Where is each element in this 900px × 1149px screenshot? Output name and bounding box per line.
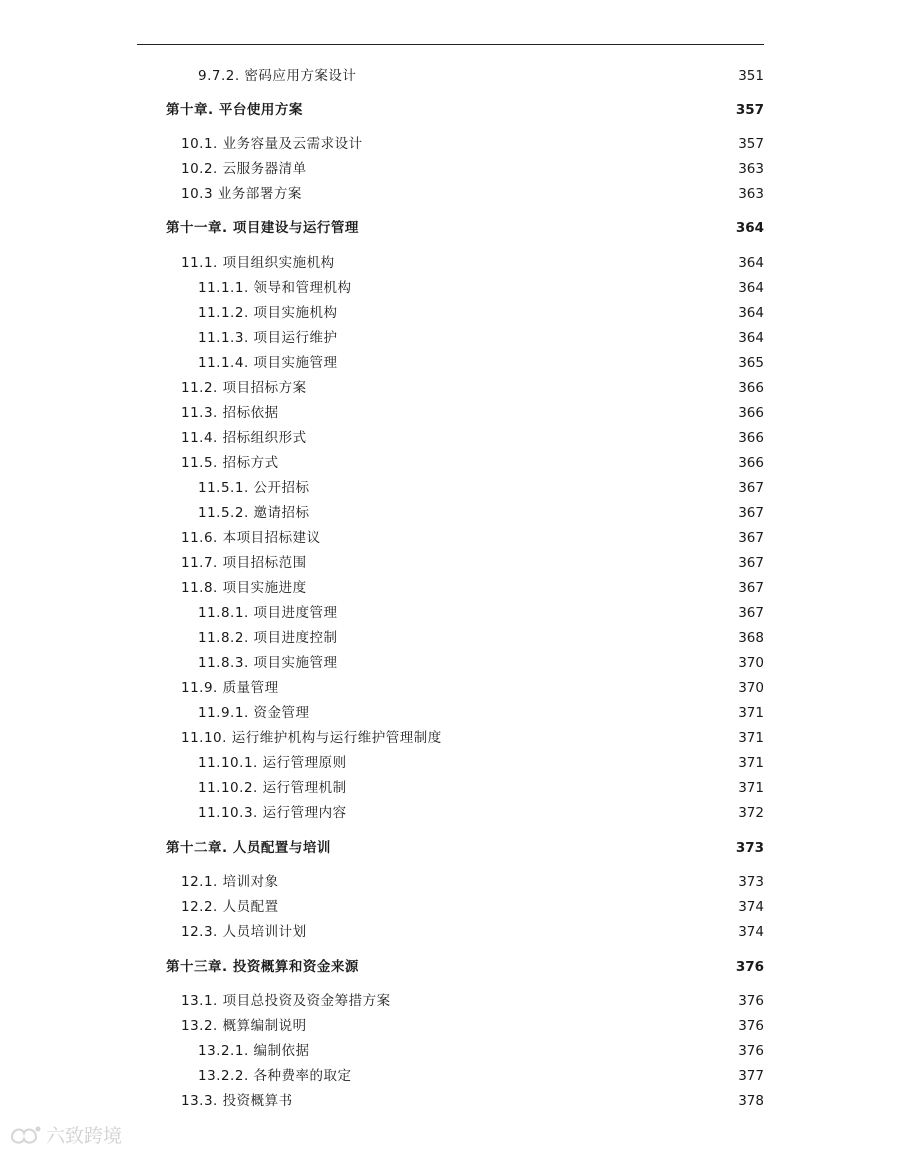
- toc-leader-dots: [450, 728, 732, 748]
- toc-entry-title: 第十三章. 投资概算和资金来源: [166, 959, 359, 975]
- toc-entry[interactable]: [198, 478, 764, 498]
- toc-leader-dots: [287, 897, 733, 917]
- toc-leader-dots: [346, 628, 733, 648]
- toc-entry-page-number: 373: [738, 874, 764, 890]
- toc-entry-page-number: 376: [738, 1018, 764, 1034]
- toc-chapter-entry[interactable]: [166, 218, 764, 238]
- toc-entry-page-number: 371: [738, 705, 764, 721]
- toc-entry[interactable]: [198, 1041, 764, 1061]
- toc-entry-title: 11.8. 项目实施进度: [181, 580, 307, 596]
- toc-entry[interactable]: [181, 728, 764, 748]
- toc-entry[interactable]: [198, 703, 764, 723]
- toc-entry-page-number: 364: [738, 280, 764, 296]
- toc-entry-title: 10.2. 云服务器清单: [181, 161, 307, 177]
- toc-entry[interactable]: [181, 453, 764, 473]
- toc-leader-dots: [346, 603, 733, 623]
- toc-entry-title: 13.1. 项目总投资及资金筹措方案: [181, 993, 391, 1009]
- toc-entry-page-number: 364: [738, 330, 764, 346]
- toc-entry-title: 11.1.2. 项目实施机构: [198, 305, 338, 321]
- toc-entry[interactable]: [181, 553, 764, 573]
- toc-entry[interactable]: [198, 803, 764, 823]
- toc-leader-dots: [346, 353, 733, 373]
- toc-entry-page-number: 370: [738, 655, 764, 671]
- toc-entry-page-number: 368: [738, 630, 764, 646]
- toc-entry-page-number: 376: [738, 993, 764, 1009]
- toc-leader-dots: [315, 428, 733, 448]
- toc-leader-dots: [343, 253, 733, 273]
- watermark: [8, 1121, 122, 1148]
- toc-entry-page-number: 357: [738, 136, 764, 152]
- toc-entry-title: 11.7. 项目招标范围: [181, 555, 307, 571]
- toc-entry-page-number: 371: [738, 780, 764, 796]
- toc-entry[interactable]: [181, 897, 764, 917]
- toc-leader-dots: [311, 100, 730, 120]
- toc-entry-title: 11.4. 招标组织形式: [181, 430, 307, 446]
- toc-entry-page-number: 364: [738, 305, 764, 321]
- toc-leader-dots: [339, 838, 730, 858]
- toc-entry-title: 11.8.2. 项目进度控制: [198, 630, 338, 646]
- toc-entry-title: 13.3. 投资概算书: [181, 1093, 293, 1109]
- toc-entry[interactable]: [198, 753, 764, 773]
- toc-entry-title: 12.3. 人员培训计划: [181, 924, 307, 940]
- toc-entry-page-number: 366: [738, 405, 764, 421]
- toc-leader-dots: [360, 278, 733, 298]
- toc-entry[interactable]: [198, 603, 764, 623]
- toc-entry[interactable]: [198, 503, 764, 523]
- toc-entry[interactable]: [181, 991, 764, 1011]
- toc-chapter-entry[interactable]: [166, 838, 764, 858]
- toc-entry-title: 12.2. 人员配置: [181, 899, 279, 915]
- toc-entry[interactable]: [198, 303, 764, 323]
- toc-entry-title: 11.9. 质量管理: [181, 680, 279, 696]
- toc-entry-title: 11.1.1. 领导和管理机构: [198, 280, 352, 296]
- toc-entry-title: 11.2. 项目招标方案: [181, 380, 307, 396]
- watermark-text: 六致跨境: [46, 1125, 123, 1147]
- toc-leader-dots: [346, 653, 733, 673]
- toc-leader-dots: [355, 778, 733, 798]
- toc-leader-dots: [364, 66, 732, 86]
- toc-leader-dots: [301, 1091, 733, 1111]
- toc-leader-dots: [315, 159, 733, 179]
- toc-entry-page-number: 378: [738, 1093, 764, 1109]
- toc-entry-title: 11.1. 项目组织实施机构: [181, 255, 335, 271]
- toc-leader-dots: [346, 328, 733, 348]
- toc-entry-page-number: 367: [738, 530, 764, 546]
- toc-entry-page-number: 374: [738, 924, 764, 940]
- toc-entry-page-number: 376: [738, 1043, 764, 1059]
- toc-leader-dots: [318, 703, 733, 723]
- toc-entry-title: 13.2.1. 编制依据: [198, 1043, 310, 1059]
- toc-leader-dots: [315, 922, 733, 942]
- toc-entry[interactable]: [181, 403, 764, 423]
- toc-entry-title: 10.3 业务部署方案: [181, 186, 302, 202]
- toc-leader-dots: [287, 678, 733, 698]
- toc-entry[interactable]: [181, 528, 764, 548]
- toc-entry-title: 11.8.3. 项目实施管理: [198, 655, 338, 671]
- toc-entry-title: 第十一章. 项目建设与运行管理: [166, 220, 359, 236]
- toc-entry-title: 11.5. 招标方式: [181, 455, 279, 471]
- toc-entry[interactable]: [181, 1091, 764, 1111]
- toc-leader-dots: [318, 1041, 733, 1061]
- toc-entry-title: 11.10.3. 运行管理内容: [198, 805, 347, 821]
- toc-leader-dots: [318, 503, 733, 523]
- toc-entry[interactable]: [181, 253, 764, 273]
- toc-leader-dots: [346, 303, 733, 323]
- toc-entry-title: 11.1.3. 项目运行维护: [198, 330, 338, 346]
- toc-entry-title: 11.10. 运行维护机构与运行维护管理制度: [181, 730, 442, 746]
- toc-chapter-entry[interactable]: [166, 100, 764, 120]
- toc-entry[interactable]: [181, 922, 764, 942]
- toc-entry[interactable]: [198, 66, 764, 86]
- toc-entry-title: 12.1. 培训对象: [181, 874, 279, 890]
- toc-chapter-entry[interactable]: [166, 957, 764, 977]
- toc-entry[interactable]: [181, 872, 764, 892]
- toc-entry-page-number: 366: [738, 455, 764, 471]
- toc-leader-dots: [315, 378, 733, 398]
- toc-entry-page-number: 370: [738, 680, 764, 696]
- toc-entry-page-number: 363: [738, 186, 764, 202]
- toc-entry-title: 11.3. 招标依据: [181, 405, 279, 421]
- toc-entry[interactable]: [181, 134, 764, 154]
- toc-leader-dots: [367, 957, 730, 977]
- toc-entry-page-number: 363: [738, 161, 764, 177]
- toc-entry[interactable]: [198, 353, 764, 373]
- toc-entry[interactable]: [181, 378, 764, 398]
- header-rule: [137, 44, 764, 45]
- toc-leader-dots: [315, 1016, 733, 1036]
- toc-entry-page-number: 367: [738, 505, 764, 521]
- toc-entry-title: 11.5.1. 公开招标: [198, 480, 310, 496]
- toc-entry[interactable]: [181, 578, 764, 598]
- toc-entry-title: 13.2. 概算编制说明: [181, 1018, 307, 1034]
- toc-entry-page-number: 367: [738, 605, 764, 621]
- toc-entry-title: 9.7.2. 密码应用方案设计: [198, 68, 357, 84]
- toc-entry[interactable]: [198, 653, 764, 673]
- toc-leader-dots: [371, 134, 733, 154]
- toc-entry[interactable]: [198, 778, 764, 798]
- toc-entry-page-number: 374: [738, 899, 764, 915]
- toc-leader-dots: [287, 403, 733, 423]
- toc-entry-page-number: 351: [738, 68, 764, 84]
- toc-leader-dots: [355, 753, 733, 773]
- toc-leader-dots: [315, 578, 733, 598]
- toc-leader-dots: [360, 1066, 733, 1086]
- toc-entry[interactable]: [198, 1066, 764, 1086]
- toc-entry[interactable]: [198, 278, 764, 298]
- toc-entry-page-number: 357: [735, 102, 764, 118]
- toc-leader-dots: [318, 478, 733, 498]
- toc-leader-dots: [287, 872, 733, 892]
- toc-leader-dots: [367, 218, 730, 238]
- toc-entry-title: 11.10.1. 运行管理原则: [198, 755, 347, 771]
- toc-entry[interactable]: [181, 428, 764, 448]
- toc-entry-title: 11.10.2. 运行管理机制: [198, 780, 347, 796]
- toc-leader-dots: [315, 553, 733, 573]
- toc-entry[interactable]: [181, 678, 764, 698]
- toc-entry-page-number: 364: [738, 255, 764, 271]
- toc-entry-page-number: 377: [738, 1068, 764, 1084]
- toc-entry-title: 第十二章. 人员配置与培训: [166, 840, 331, 856]
- toc-entry-page-number: 376: [735, 959, 764, 975]
- toc-leader-dots: [355, 803, 733, 823]
- toc-entry-page-number: 366: [738, 430, 764, 446]
- toc-leader-dots: [310, 184, 732, 204]
- toc-entry[interactable]: [181, 1016, 764, 1036]
- toc-entry-page-number: 371: [738, 730, 764, 746]
- toc-entry-title: 11.1.4. 项目实施管理: [198, 355, 338, 371]
- toc-entry-page-number: 365: [738, 355, 764, 371]
- toc-entry-page-number: 367: [738, 580, 764, 596]
- toc-entry-page-number: 373: [735, 840, 764, 856]
- toc-entry-page-number: 364: [735, 220, 764, 236]
- toc-leader-dots: [329, 528, 733, 548]
- toc-entry[interactable]: [181, 159, 764, 179]
- toc-entry-title: 10.1. 业务容量及云需求设计: [181, 136, 363, 152]
- toc-leader-dots: [399, 991, 733, 1011]
- toc-entry-page-number: 367: [738, 480, 764, 496]
- toc-entry[interactable]: [181, 184, 764, 204]
- toc-entry-page-number: 367: [738, 555, 764, 571]
- toc-entry-page-number: 366: [738, 380, 764, 396]
- brand-logo-icon: [8, 1123, 42, 1147]
- toc-entry-title: 11.8.1. 项目进度管理: [198, 605, 338, 621]
- toc-entry-title: 第十章. 平台使用方案: [166, 102, 303, 118]
- toc-entry[interactable]: [198, 628, 764, 648]
- toc-entry-title: 11.5.2. 邀请招标: [198, 505, 310, 521]
- toc-entry-title: 13.2.2. 各种费率的取定: [198, 1068, 352, 1084]
- toc-entry-title: 11.9.1. 资金管理: [198, 705, 310, 721]
- toc-entry[interactable]: [198, 328, 764, 348]
- toc-entry-page-number: 371: [738, 755, 764, 771]
- toc-entry-title: 11.6. 本项目招标建议: [181, 530, 321, 546]
- toc-leader-dots: [287, 453, 733, 473]
- toc-entry-page-number: 372: [738, 805, 764, 821]
